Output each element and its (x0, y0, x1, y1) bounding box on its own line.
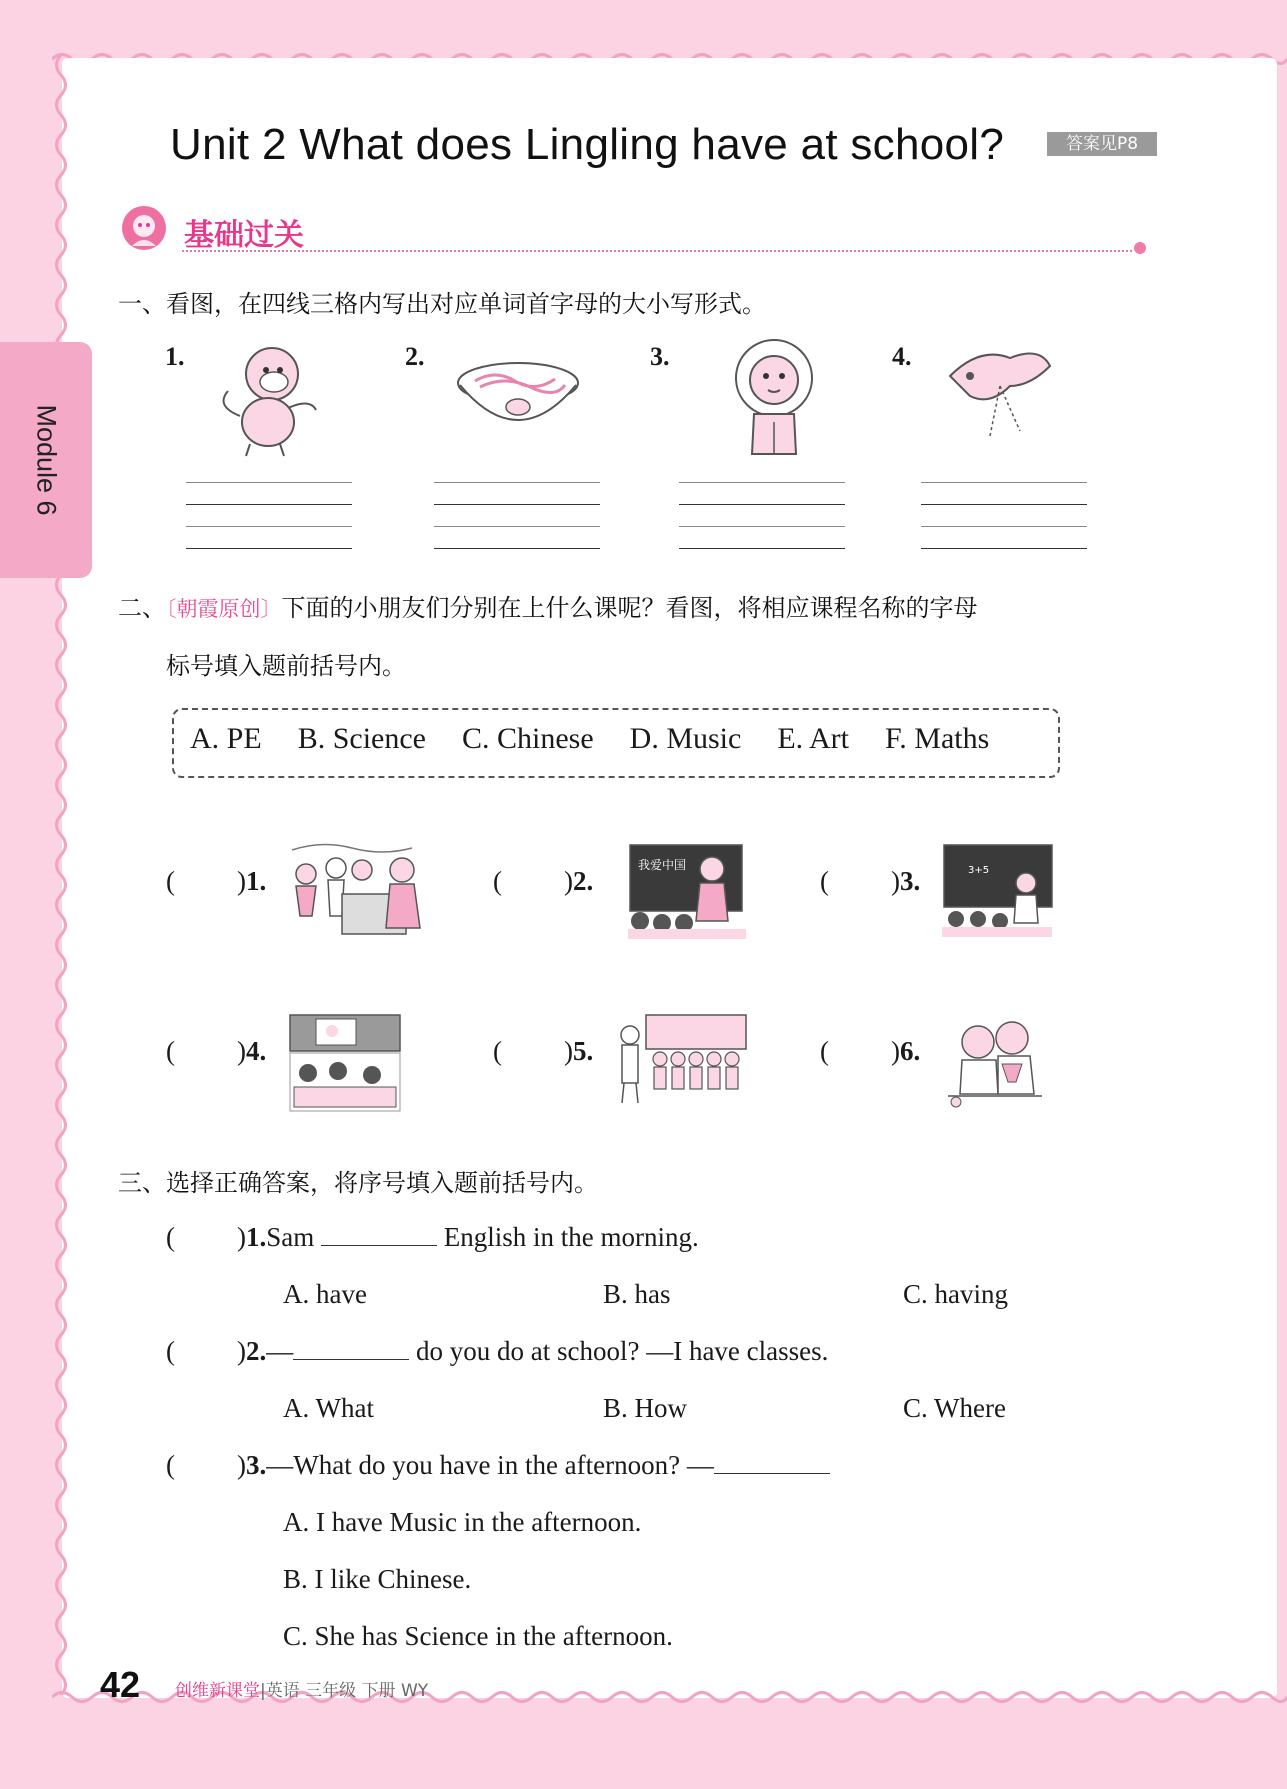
q2-answer-2[interactable]: ( )2. (493, 866, 594, 896)
svg-text:3+5: 3+5 (968, 865, 990, 876)
q3-item-1-option-b: B. has (603, 1279, 671, 1309)
footer-book-info (175, 1676, 428, 1701)
art-class-icon (288, 1013, 402, 1113)
monkey-icon (210, 336, 330, 460)
q3-item-2-option-b: B. How (603, 1393, 688, 1423)
q3-heading: 三、选择正确答案，将序号填入题前括号内。 (118, 1169, 598, 1197)
q3-item-2-option-a: A. What (283, 1393, 374, 1423)
chinese-class-icon (628, 843, 748, 941)
q1-writing-lines-3[interactable] (679, 482, 845, 548)
q3-item-3-option-c: C. She has Science in the afternoon. (283, 1621, 673, 1651)
q1-item-3-number: 3. (650, 342, 670, 371)
q3-blank-2[interactable] (293, 1358, 409, 1360)
q3-item-3-option-a: A. I have Music in the afternoon. (283, 1507, 642, 1537)
answer-reference-badge: 答案见P8 (1047, 132, 1157, 156)
q1-writing-lines-2[interactable] (434, 482, 600, 548)
module-side-tab (0, 342, 92, 578)
chinese-board-text: 我爱中国 (638, 858, 687, 872)
q3-blank-1[interactable] (321, 1244, 437, 1246)
q2-answer-3[interactable]: ( )3. (820, 866, 921, 896)
section-title: 基础过关 (184, 218, 304, 253)
q1-item-4-number: 4. (892, 342, 912, 371)
section-divider (182, 250, 1132, 252)
divider-end-dot (1134, 242, 1146, 254)
noodles-icon (455, 355, 581, 435)
q2-answer-6[interactable]: ( )6. (820, 1036, 921, 1066)
q3-item-2: ( )2.— do you do at school? —I have classes. (166, 1336, 829, 1366)
footer-separator: | (260, 1681, 266, 1701)
q2-original-tag: 〔朝霞原创〕 (166, 597, 282, 621)
q3-answer-3[interactable]: ( ) (166, 1450, 246, 1480)
q3-item-1-option-c: C. having (903, 1279, 1008, 1309)
section-badge-icon (122, 206, 166, 250)
page-number: 42 (100, 1664, 141, 1705)
q2-heading (118, 588, 978, 623)
lion-icon (718, 336, 830, 458)
q1-writing-lines-4[interactable] (921, 482, 1087, 548)
subject-options (190, 722, 989, 756)
option-a: A. PE (190, 722, 262, 755)
q2-heading-prefix: 二、 (118, 594, 166, 622)
section-header (122, 206, 1162, 256)
q3-answer-2[interactable]: ( ) (166, 1336, 246, 1366)
q3-answer-1[interactable]: ( ) (166, 1222, 246, 1252)
module-label: Module 6 (31, 404, 62, 516)
footer-subject: 英语 三年级 下册 WY (265, 1681, 429, 1701)
option-d: D. Music (629, 722, 742, 755)
footer-book-name: 创维新课堂 (175, 1681, 260, 1701)
music-class-icon (282, 840, 428, 944)
q3-item-1: ( )1.Sam English in the morning. (166, 1222, 699, 1252)
q3-item-3: ( )3.—What do you have in the afternoon? — (166, 1450, 830, 1481)
q2-answer-1[interactable]: ( )1. (166, 866, 267, 896)
pe-class-icon (616, 1013, 752, 1105)
q1-writing-lines-1[interactable] (186, 482, 352, 548)
q1-item-2-number: 2. (405, 342, 425, 371)
q2-heading-text: 下面的小朋友们分别在上什么课呢？看图，将相应课程名称的字母 (281, 594, 978, 622)
q3-item-2-option-c: C. Where (903, 1393, 1006, 1423)
option-f: F. Maths (885, 722, 990, 755)
q3-item-1-option-a: A. have (283, 1279, 367, 1309)
q2-answer-4[interactable]: ( )4. (166, 1036, 267, 1066)
option-e: E. Art (777, 722, 849, 755)
option-b: B. Science (297, 722, 426, 755)
q3-blank-3[interactable] (714, 1472, 830, 1474)
page-title: Unit 2 What does Lingling have at school? (170, 120, 1005, 169)
page-border-left (52, 55, 70, 1695)
maths-class-icon (942, 843, 1054, 938)
science-class-icon (942, 1020, 1048, 1108)
q1-item-1-number: 1. (165, 342, 185, 371)
kite-icon (940, 336, 1060, 446)
q2-heading-line2: 标号填入题前括号内。 (166, 652, 406, 680)
q3-item-3-option-b: B. I like Chinese. (283, 1564, 472, 1594)
q1-heading: 一、看图，在四线三格内写出对应单词首字母的大小写形式。 (118, 290, 766, 318)
q2-answer-5[interactable]: ( )5. (493, 1036, 594, 1066)
option-c: C. Chinese (461, 722, 594, 755)
